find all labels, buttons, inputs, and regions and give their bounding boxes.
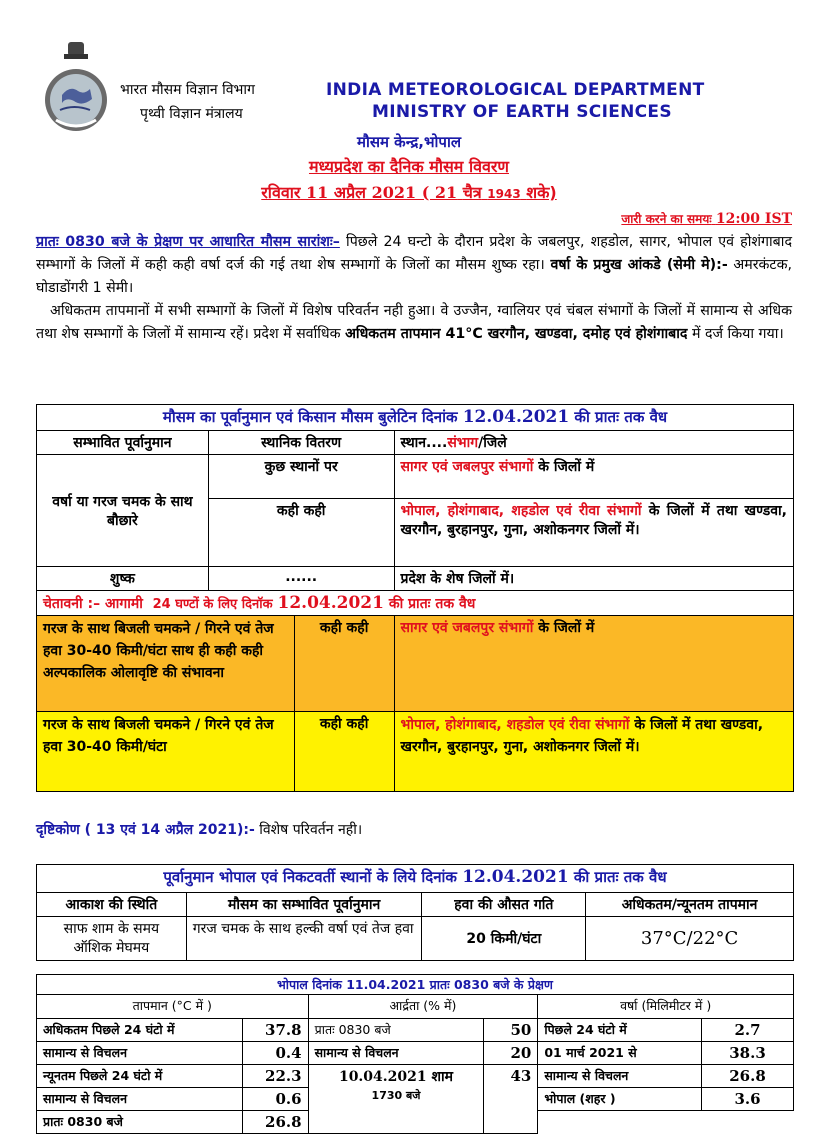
obs-value: 37.8 <box>242 1019 308 1042</box>
obs-cell: प्रातः 0830 बजे <box>37 1111 243 1134</box>
warning1-text: गरज के साथ बिजली चमकने / गिरने एवं तेज हवा 30-40 किमी/घंटा साथ ही कही कही अल्पकालिक ओलावृष्टि की संभावना <box>37 616 295 712</box>
row2-distribution: कही कही <box>208 499 394 567</box>
ministry-name: MINISTRY OF EARTH SCIENCES <box>372 102 672 122</box>
outlook: दृष्टिकोण ( 13 एवं 14 अप्रैल 2021):- विशेष परिवर्तन नही। <box>36 822 363 838</box>
temperature-summary: अधिकतम तापमानों में सभी सम्भागों के जिलों में विशेष परिवर्तन नही हुआ। वे उज्जैन, ग्वालियर एवं चंबल संभागों के जिलों में सामान्य से अधिक तथा शेष सम्भागों के जिलों में सामान्य रहें। प्रदेश में सर्वाधिक अधिकतम तापमान 41°C खरगौन, खण्डवा, दमोह एवं होशंगाबाद में दर्ज किया गया। <box>36 303 792 342</box>
obs-cell: सामान्य से विचलन <box>538 1065 702 1088</box>
hindi-dept-name: भारत मौसम विज्ञान विभाग <box>120 82 255 98</box>
col-temp: अधिकतम/न्यूनतम तापमान <box>586 893 794 917</box>
warning2-place: भोपाल, होशंगाबाद, शहडोल एवं रीवा संभागों के जिलों में तथा खण्डवा, खरगौन, बुरहानपुर, गुना, अशोकनगर जिलों में। <box>394 712 793 792</box>
warning2-text: गरज के साथ बिजली चमकने / गिरने एवं तेज हवा 30-40 किमी/घंटा <box>37 712 295 792</box>
col-wind: हवा की औसत गति <box>422 893 586 917</box>
report-title: मध्यप्रदेश का दैनिक मौसम विवरण <box>308 157 509 176</box>
obs-cell: अधिकतम पिछले 24 घंटो में <box>37 1019 243 1042</box>
obs-value: 0.4 <box>242 1042 308 1065</box>
wind-speed: 20 किमी/घंटा <box>422 917 586 961</box>
table-row <box>37 1065 794 1088</box>
issue-time: जारी करने का समयः 12:00 IST <box>621 211 792 227</box>
obs-value: 38.3 <box>702 1042 794 1065</box>
obs-cell: सामान्य से विचलन <box>37 1088 243 1111</box>
obs-header-rain: वर्षा (मिलिमीटर में ) <box>538 995 794 1019</box>
obs-humidity-evening: 10.04.2021 शाम 1730 बजे <box>308 1065 484 1134</box>
obs-header-humidity: आर्द्रता (% में) <box>308 995 538 1019</box>
table-row <box>37 1042 794 1065</box>
obs-value: 20 <box>484 1042 538 1065</box>
forecast-table <box>36 404 794 792</box>
dry-label: शुष्क <box>37 567 209 591</box>
col-sky: आकाश की स्थिति <box>37 893 187 917</box>
obs-value: 26.8 <box>702 1065 794 1088</box>
row2-place: भोपाल, होशंगाबाद, शहडोल एवं रीवा संभागों के जिलों में तथा खण्डवा, खरगौन, बुरहानपुर, गुना, अशोकनगर जिलों में। <box>394 499 793 567</box>
dry-distribution: ...... <box>208 567 394 591</box>
obs-value: 2.7 <box>702 1019 794 1042</box>
obs-value: 26.8 <box>242 1111 308 1134</box>
row1-distribution: कुछ स्थानों पर <box>208 455 394 499</box>
obs-cell: भोपाल (शहर ) <box>538 1088 702 1111</box>
dry-place: प्रदेश के शेष जिलों में। <box>394 567 793 591</box>
report-date: रविवार 11 अप्रैल 2021 ( 21 चैत्र 1943 शके) <box>261 183 557 202</box>
imd-emblem <box>42 40 110 140</box>
col-weather: मौसम का सम्भावित पूर्वानुमान <box>186 893 422 917</box>
warning-title: चेतावनी :– आगामी 24 घण्टों के लिए दिनॉक 12.04.2021 की प्रातः तक वैध <box>37 591 794 616</box>
max-min-temp: 37°C/22°C <box>586 917 794 961</box>
obs-empty <box>702 1111 794 1134</box>
hindi-ministry-name: पृथ्वी विज्ञान मंत्रालय <box>140 106 243 122</box>
warning2-distribution: कही कही <box>294 712 394 792</box>
table-row <box>37 1019 794 1042</box>
bhopal-forecast-title: पूर्वानुमान भोपाल एवं निकटवर्ती स्थानों के लिये दिनांक 12.04.2021 की प्रातः तक वैध <box>37 865 794 893</box>
obs-empty <box>538 1111 702 1134</box>
obs-cell: 01 मार्च 2021 से <box>538 1042 702 1065</box>
observation-title: भोपाल दिनांक 11.04.2021 प्रातः 0830 बजे के प्रेक्षण <box>37 975 794 995</box>
obs-value: 50 <box>484 1019 538 1042</box>
obs-cell: सामान्य से विचलन <box>308 1042 484 1065</box>
bhopal-forecast-table <box>36 864 794 961</box>
forecast-title: मौसम का पूर्वानुमान एवं किसान मौसम बुलेटिन दिनांक 12.04.2021 की प्रातः तक वैध <box>37 405 794 431</box>
row1-place: सागर एवं जबलपुर संभागों के जिलों में <box>394 455 793 499</box>
weather-summary: प्रातः 0830 बजे के प्रेक्षण पर आधारित मौसम सारांशः– पिछले 24 घन्टो के दौरान प्रदेश के जबलपुर, शहडोल, सागर, भोपाल एवं होशंगाबाद सम्भागों के जिलों में कही कही वर्षा दर्ज की गई तथा शेष सम्भागों के जिलों का मौसम शुष्क रहा। वर्षा के प्रमुख आंकडे (सेमी मे):- अमरकंटक, घोडाडोंगरी 1 सेमी। <box>36 234 792 296</box>
observation-table <box>36 974 794 1134</box>
warning1-place: सागर एवं जबलपुर संभागों के जिलों में <box>394 616 793 712</box>
dept-name: INDIA METEOROLOGICAL DEPARTMENT <box>326 80 705 100</box>
obs-cell: प्रातः 0830 बजे <box>308 1019 484 1042</box>
sky-condition: साफ शाम के समय ऑशिक मेघमय <box>37 917 187 961</box>
col-forecast: सम्भावित पूर्वानुमान <box>37 431 209 455</box>
obs-value: 43 <box>484 1065 538 1134</box>
warning1-distribution: कही कही <box>294 616 394 712</box>
obs-value: 0.6 <box>242 1088 308 1111</box>
col-distribution: स्थानिक वितरण <box>208 431 394 455</box>
obs-cell: न्यूनतम पिछले 24 घंटो में <box>37 1065 243 1088</box>
obs-header-temp: तापमान (°C में ) <box>37 995 309 1019</box>
obs-value: 3.6 <box>702 1088 794 1111</box>
col-place: स्थान....संभाग/जिले <box>394 431 793 455</box>
rain-forecast-label: वर्षा या गरज चमक के साथ बौछारे <box>37 455 209 567</box>
obs-cell: सामान्य से विचलन <box>37 1042 243 1065</box>
weather-forecast: गरज चमक के साथ हल्की वर्षा एवं तेज हवा <box>186 917 422 961</box>
obs-cell: पिछले 24 घंटो में <box>538 1019 702 1042</box>
centre-name: मौसम केन्द्र,भोपाल <box>356 133 461 151</box>
obs-value: 22.3 <box>242 1065 308 1088</box>
